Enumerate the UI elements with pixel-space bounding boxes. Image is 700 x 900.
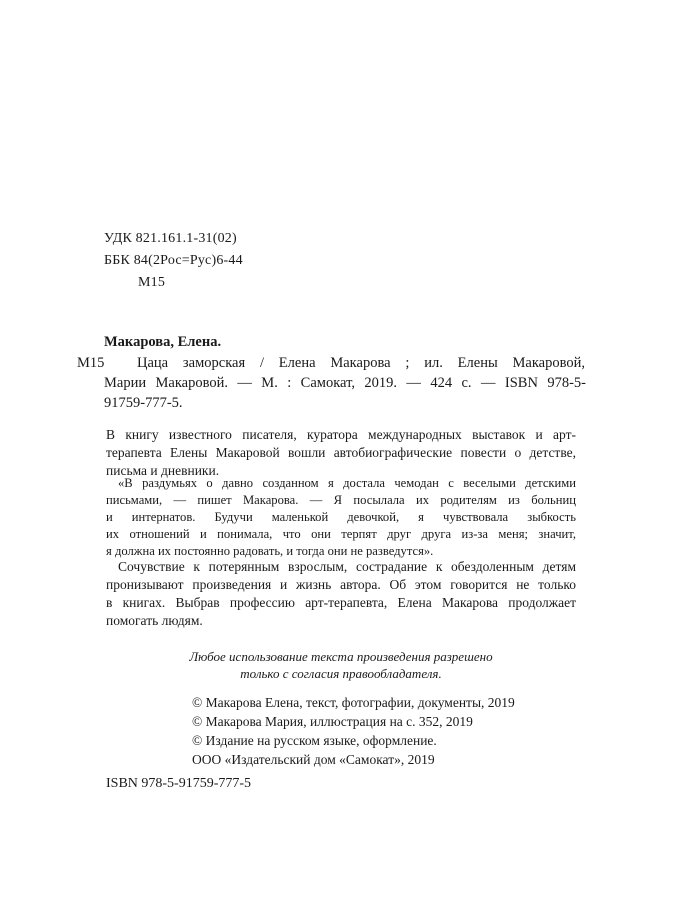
annotation-paragraph — [106, 426, 576, 480]
annotation-line: пронизывают произведения и жизнь автора. Об этом говорится не только — [106, 577, 576, 592]
annotation-line: письма и дневники. — [106, 463, 220, 478]
quote-line: я должна их постоянно радовать, и тогда они не разведутся». — [106, 544, 434, 558]
udk-code: УДК 821.161.1-31(02) — [104, 231, 237, 246]
usage-notice — [106, 648, 576, 682]
annotation-quote — [106, 475, 576, 560]
annotation-line: в книгах. Выбрав профессию арт-терапевта, Елена Макарова продолжает — [106, 595, 576, 610]
copyright-line: © Макарова Мария, иллюстрация на с. 352, 2019 — [192, 714, 473, 729]
copyright-line: © Издание на русском языке, оформление. — [192, 733, 437, 748]
notice-line: только с согласия правообладателя. — [240, 666, 442, 681]
annotation-line: В книгу известного писателя, куратора международных выставок и арт- — [106, 427, 576, 442]
quote-line: и интернатов. Будучи маленькой девочкой, я чувствовала зыбкость — [106, 510, 576, 524]
annotation-line: терапевта Елены Макаровой вошли автобиографические повести о детстве, — [106, 445, 576, 460]
notice-line: Любое использование текста произведения разрешено — [189, 649, 493, 664]
copyright-block — [192, 693, 515, 769]
author-mark: М15 — [138, 275, 166, 290]
author-heading: Макарова, Елена. — [104, 334, 222, 350]
annotation-paragraph-2 — [106, 558, 576, 630]
quote-line: письмами, — пишет Макарова. — Я посылала их родителям из больниц — [106, 493, 576, 507]
record-desc-line: 91759-777-5. — [104, 395, 183, 411]
isbn: ISBN 978-5-91759-777-5 — [106, 776, 252, 791]
record-description-cont — [104, 373, 586, 413]
record-desc-line: Марии Макаровой. — М. : Самокат, 2019. — 424 с. — ISBN 978-5- — [104, 375, 586, 391]
annotation-line: помогать людям. — [106, 613, 203, 628]
copyright-line: ООО «Издательский дом «Самокат», 2019 — [192, 752, 435, 767]
record-mark: М15 — [77, 355, 105, 371]
quote-line: «В раздумьях о давно созданном я достала чемодан с веселыми детскими — [118, 476, 576, 490]
record-description — [137, 353, 585, 373]
annotation-line: Сочувствие к потерянным взрослым, сострадание к обездоленным детям — [118, 559, 576, 574]
classification-block — [104, 228, 243, 294]
copyright-line: © Макарова Елена, текст, фотографии, документы, 2019 — [192, 695, 515, 710]
quote-line: их отношений и понимала, что они терпят друг друга из-за меня; значит, — [106, 527, 576, 541]
record-desc-line: Цаца заморская / Елена Макарова ; ил. Елены Макаровой, — [137, 355, 585, 371]
bbk-code: ББК 84(2Рос=Рус)6-44 — [104, 253, 243, 268]
